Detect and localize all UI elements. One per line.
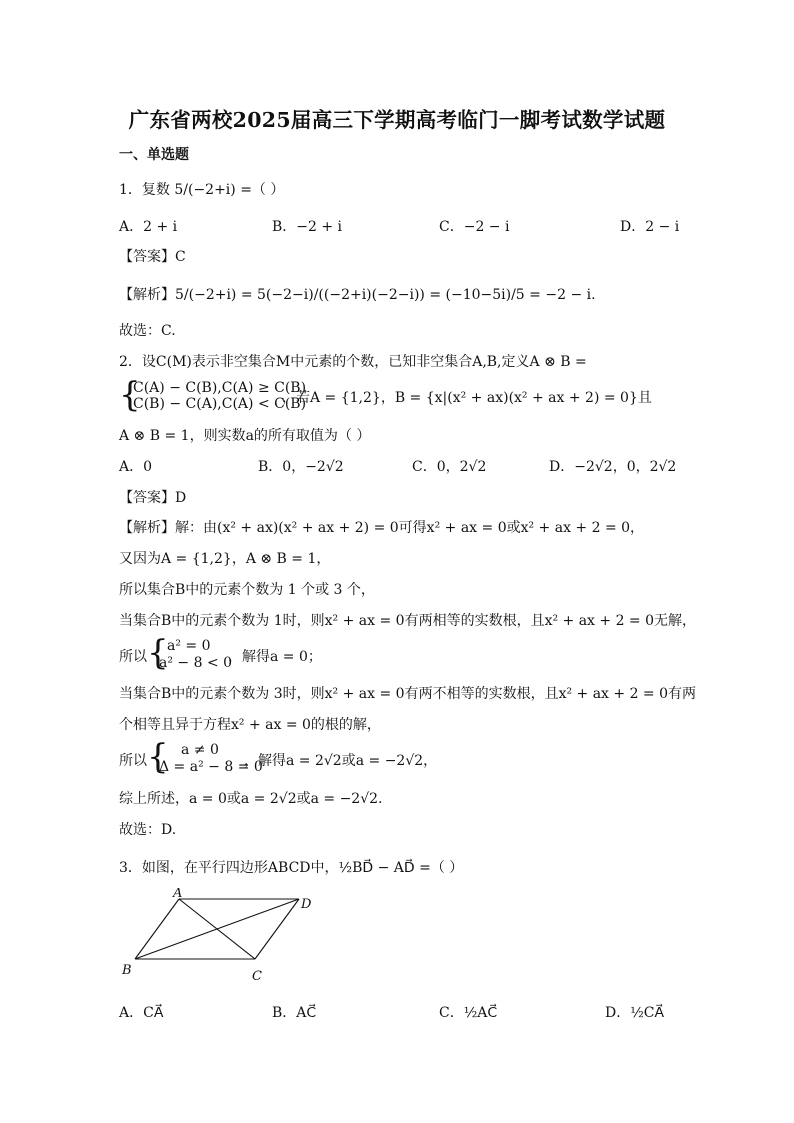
vertex-label-b: B [122, 963, 132, 978]
q3-option-d: D．½CA⃗ [605, 1005, 665, 1021]
q2-system2-result: ，解得a = 2√2或a = −2√2， [244, 753, 438, 769]
q2-solution-line4: 当集合B中的元素个数为 1时，则x² + ax = 0有两相等的实数根，且x² + ax + 2 = 0无解， [119, 613, 697, 629]
q2-conclusion: 故选：D. [119, 822, 177, 838]
vertex-label-d: D [301, 897, 312, 912]
q2-system2-prefix: 所以 [119, 753, 147, 769]
q2-answer: 【答案】D [119, 490, 187, 506]
q2-system1-eq2: a² − 8 < 0 [159, 655, 233, 671]
left-brace: { [147, 633, 169, 673]
q2-stem-line3: A ⊗ B = 1，则实数a的所有取值为（ ） [119, 428, 371, 444]
q2-stem-line2: ，若A = {1,2}，B = {x|(x² + ax)(x² + ax + 2) = 0}且 [282, 390, 652, 406]
q3-option-c: C．½AC⃗ [439, 1005, 498, 1021]
q2-solution-line3: 所以集合B中的元素个数为 1 个或 3 个， [119, 582, 375, 598]
left-brace: { [147, 737, 169, 777]
edge-ab [135, 899, 179, 959]
q1-analysis: 【解析】5/(−2+i) = 5(−2−i)/((−2+i)(−2−i)) = (−10−5i)/5 = −2 − i. [119, 287, 596, 303]
vertex-label-c: C [252, 969, 262, 984]
q1-option-c: C．−2 − i [439, 219, 510, 235]
q2-solution-line6: 个相等且异于方程x² + ax = 0的根的解， [119, 717, 381, 733]
q1-option-a: A．2 + i [119, 219, 178, 235]
q3-option-a: A．CA⃗ [119, 1005, 164, 1021]
q2-case-1: C(A) − C(B),C(A) ≥ C(B) [133, 380, 307, 396]
parallelogram-figure [119, 888, 339, 988]
q2-system1-eq1: a² = 0 [167, 638, 211, 654]
q1-stem: 1．复数 5/(−2+i) =（ ） [119, 182, 285, 198]
q1-answer: 【答案】C [119, 249, 186, 265]
q1-conclusion: 故选：C. [119, 323, 176, 339]
q1-option-d: D．2 − i [620, 219, 680, 235]
q2-option-c: C．0，2√2 [412, 459, 487, 475]
left-brace: { [119, 375, 141, 415]
page-title: 广东省两校2025届高三下学期高考临门一脚考试数学试题 [128, 108, 666, 132]
q3-stem: 3．如图，在平行四边形ABCD中，½BD⃗ − AD⃗ =（ ） [119, 860, 464, 876]
section-heading: 一、单选题 [119, 147, 189, 163]
q2-system2-eq2: Δ = a² − 8 = 0 [159, 759, 263, 775]
edge-dc [255, 899, 299, 959]
q2-solution-line7: 综上所述，a = 0或a = 2√2或a = −2√2. [119, 791, 383, 807]
q2-option-a: A．0 [119, 459, 153, 475]
vertex-label-a: A [173, 888, 183, 901]
q2-solution-line2: 又因为A = {1,2}，A ⊗ B = 1， [119, 551, 331, 567]
q2-option-d: D．−2√2，0，2√2 [549, 459, 677, 475]
q2-case-2: C(B) − C(A),C(A) < C(B) [133, 396, 307, 412]
q2-system2-eq1: a ≠ 0 [181, 742, 219, 758]
q3-option-b: B．AC⃗ [272, 1005, 317, 1021]
q1-option-b: B．−2 + i [272, 219, 343, 235]
q2-system1-prefix: 所以 [119, 649, 147, 665]
q2-solution-line5: 当集合B中的元素个数为 3时，则x² + ax = 0有两不相等的实数根，且x² + ax + 2 = 0有两 [119, 686, 697, 702]
q2-option-b: B．0，−2√2 [258, 459, 344, 475]
diagonal-bd [135, 899, 299, 959]
q2-solution-line1: 【解析】解：由(x² + ax)(x² + ax + 2) = 0可得x² + ax = 0或x² + ax + 2 = 0， [119, 520, 645, 536]
q2-system1-result: ，解得a = 0； [228, 649, 322, 665]
q2-stem-line1: 2．设C(M)表示非空集合M中元素的个数，已知非空集合A,B,定义A ⊗ B = [119, 354, 587, 370]
